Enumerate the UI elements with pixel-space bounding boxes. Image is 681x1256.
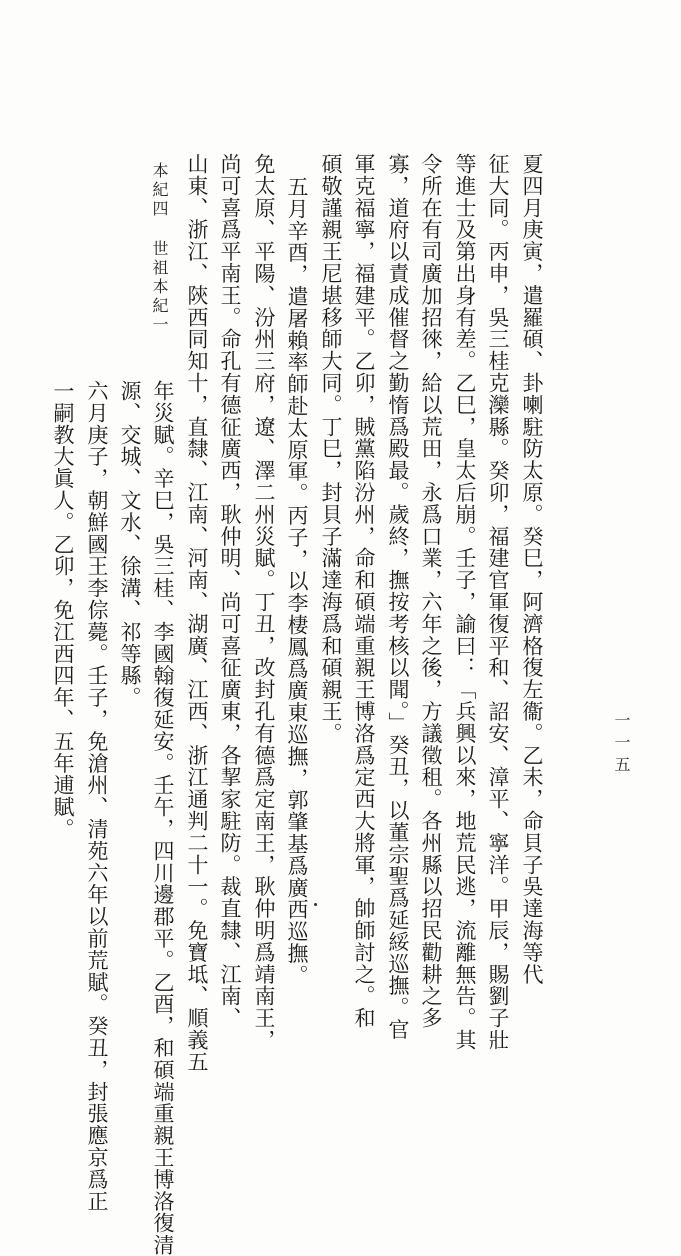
text-column: 夏四月庚寅，遣羅碩、卦喇駐防太原。癸巳，阿濟格復左衞。乙未，命貝子吳達海等代	[520, 153, 544, 986]
text-column: 源、交城、文水、徐溝、祁等縣。	[118, 380, 142, 709]
header-right: 世祖本紀一	[150, 240, 169, 335]
print-speck	[314, 903, 317, 906]
text-column: 征大同。丙申，吳三桂克灤縣。癸卯，福建官軍復平和、詔安、漳平、寧洋。甲辰，賜劉子壯	[486, 153, 510, 1051]
text-column: 等進士及第出身有差。乙巳，皇太后崩。壬子，諭曰：「兵興以來，地荒民逃，流離無告。其	[453, 153, 477, 1051]
text-column: 山東、浙江、陝西同知十，直隸、江南、河南、湖廣、江西、浙江通判二十一。免寶坻、順義五	[185, 153, 209, 1073]
header-left: 本紀四	[150, 162, 169, 219]
text-column: 免太原、平陽、汾州三府，遼、澤二州災賦。丁丑，改封孔有德爲定南王，耿仲明爲靖南王，	[252, 153, 276, 1051]
text-column: 尚可喜爲平南王。命孔有德征廣西，耿仲明、尚可喜征廣東，各挈家駐防。裁直隸、江南、	[218, 153, 242, 1029]
page-number: 一一五	[612, 712, 631, 778]
text-column: 寡，道府以責成催督之勤惰爲殿最。歲終，撫按考核以聞。」癸丑，以董宗聖爲延綏巡撫。官	[386, 153, 410, 1041]
text-column: 五月辛酉，遣屠賴率師赴太原軍。丙子，以李棲鳳爲廣東巡撫，郭肇基爲廣西巡撫。	[285, 176, 309, 987]
text-column: 一嗣教大眞人。乙卯，免江西四年、五年逋賦。	[51, 380, 75, 840]
text-column: 年災賦。辛巳，吳三桂、李國翰復延安。壬午，四川邊郡平。乙酉，和碩端重親王博洛復清	[151, 380, 175, 1256]
text-column: 令所在有司廣加招徠，給以荒田，永爲口業，六年之後，方議徵租。各州縣以招民勸耕之多	[419, 153, 443, 1029]
text-column: 碩敬謹親王尼堪移師大同。丁巳，封貝子滿達海爲和碩親王。	[319, 153, 343, 745]
text-column: 軍克福寧，福建平。乙卯，賊黨陷汾州，命和碩端重親王博洛爲定西大將軍，帥師討之。和	[352, 153, 376, 1029]
text-column: 六月庚子，朝鮮國王李倧薨。壬子，免滄州、清苑六年以前荒賦。癸丑，封張應京爲正	[85, 380, 109, 1213]
